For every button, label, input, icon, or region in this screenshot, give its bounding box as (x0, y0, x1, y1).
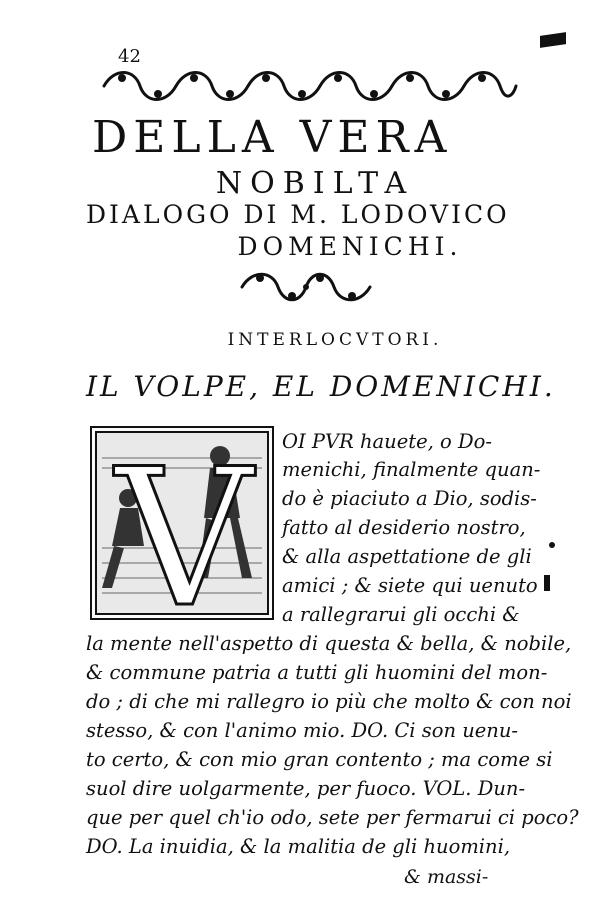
body-line: la mente nell'aspetto di questa & bella, & nobile, (86, 632, 572, 655)
body-line: suol dire uolgarmente, per fuoco. VOL. Dun- (86, 777, 526, 800)
body-line: a rallegrarui gli occhi & (282, 603, 520, 626)
drop-cap-letter: V (115, 428, 253, 618)
ornament-small-center (236, 266, 376, 308)
body-line: do ; di che mi rallegro io più che molto & con noi (86, 690, 572, 713)
body-line: menichi, finalmente quan- (282, 458, 541, 481)
interlocutors-heading: INTERLOCVTORI. (227, 330, 443, 350)
body-line: stesso, & con l'animo mio. DO. Ci son uenu- (86, 719, 519, 742)
body-line: to certo, & con mio gran contento ; ma come si (86, 748, 553, 771)
page-number: 42 (118, 46, 141, 67)
body-line: DO. La inuidia, & la malitia de gli huomini, (86, 835, 511, 858)
margin-mark-dash (544, 575, 550, 591)
body-line: do è piaciuto a Dio, sodis- (282, 487, 537, 510)
body-line: amici ; & siete qui uenuto (282, 574, 538, 597)
title-line-2: NOBILTA (215, 166, 415, 201)
body-line: & commune patria a tutti gli huomini del mon- (86, 661, 548, 684)
title-line-1: DELLA VERA (92, 112, 453, 163)
ornament-band-top (100, 64, 520, 108)
title-line-4: DOMENICHI. (237, 232, 463, 261)
body-line: que per quel ch'io odo, sete per fermarui ci poco? (86, 806, 579, 829)
title-line-3: DIALOGO DI M. LODOVICO (86, 200, 510, 229)
body-line: & alla aspettatione de gli (282, 545, 532, 568)
body-line: OI PVR hauete, o Do- (282, 430, 492, 453)
catchword: & massi- (404, 866, 489, 888)
speakers-line: IL VOLPE, EL DOMENICHI. (86, 370, 556, 403)
margin-mark-dot (549, 542, 555, 548)
woodcut-drop-cap (90, 426, 274, 620)
body-line: fatto al desiderio nostro, (282, 516, 526, 539)
margin-mark-top-right (540, 32, 566, 48)
